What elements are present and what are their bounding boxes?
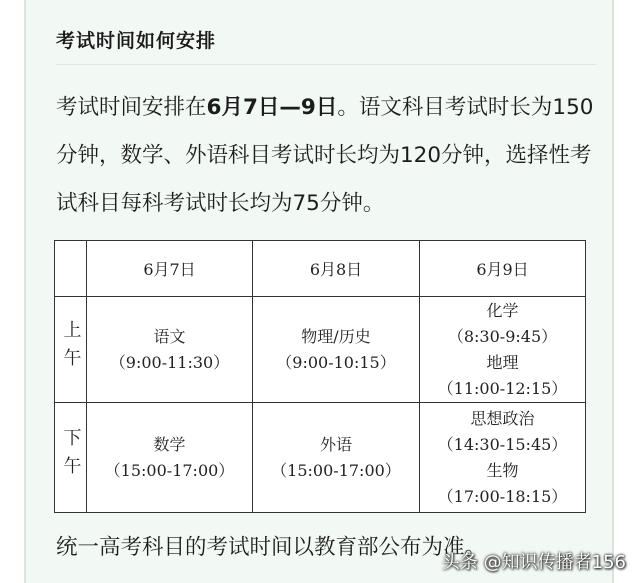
subject: 思想政治 <box>470 408 535 428</box>
schedule-cell <box>253 297 420 403</box>
heading-divider <box>56 64 596 65</box>
period-cell <box>55 403 87 513</box>
header-day-2: 6月8日 <box>253 241 420 297</box>
subject: 地理 <box>486 352 519 372</box>
intro-pre: 考试时间安排在 <box>56 95 207 120</box>
table-row-afternoon <box>55 403 586 513</box>
schedule-cell <box>253 403 420 513</box>
schedule-cell <box>87 403 253 513</box>
time-range: （11:00-12:15） <box>437 378 568 398</box>
subject: 物理/历史 <box>301 326 371 346</box>
table-header-row <box>55 241 586 297</box>
period-label: 下午 <box>60 427 82 484</box>
time-range: （9:00-11:30） <box>109 352 230 372</box>
schedule-table <box>54 240 586 513</box>
intro-paragraph <box>56 84 601 228</box>
footer-note: 统一高考科目的考试时间以教育部公布为准。 <box>56 535 487 560</box>
section-heading: 考试时间如何安排 <box>56 30 217 52</box>
time-range: （14:30-15:45） <box>437 434 568 454</box>
time-range: （17:00-18:15） <box>437 486 568 506</box>
subject: 语文 <box>153 326 186 346</box>
schedule-cell <box>87 297 253 403</box>
subject: 生物 <box>486 460 519 480</box>
subject: 化学 <box>486 300 519 320</box>
time-range: （15:00-17:00） <box>104 460 235 480</box>
time-range: （9:00-10:15） <box>276 352 396 372</box>
source-watermark: 头条 @知识传播者156 <box>441 552 626 573</box>
subject: 数学 <box>153 434 186 454</box>
time-range: （15:00-17:00） <box>271 460 401 480</box>
time-range: （8:30-9:45） <box>447 326 558 346</box>
exam-dates-highlight: 6月7日—9日 <box>206 95 338 120</box>
table-row-morning <box>55 297 586 403</box>
header-day-3: 6月9日 <box>420 241 586 297</box>
period-label: 上午 <box>60 319 82 376</box>
schedule-cell <box>420 297 586 403</box>
header-day-1: 6月7日 <box>87 241 253 297</box>
intro-post: 。语文科目考试时长为150分钟，数学、外语科目考试时长均为120分钟，选择性考试科目每科考试时长均为75分钟。 <box>56 95 594 216</box>
subject: 外语 <box>319 434 352 454</box>
schedule-cell <box>420 403 586 513</box>
corner-cell <box>55 241 87 297</box>
period-cell <box>55 297 87 403</box>
